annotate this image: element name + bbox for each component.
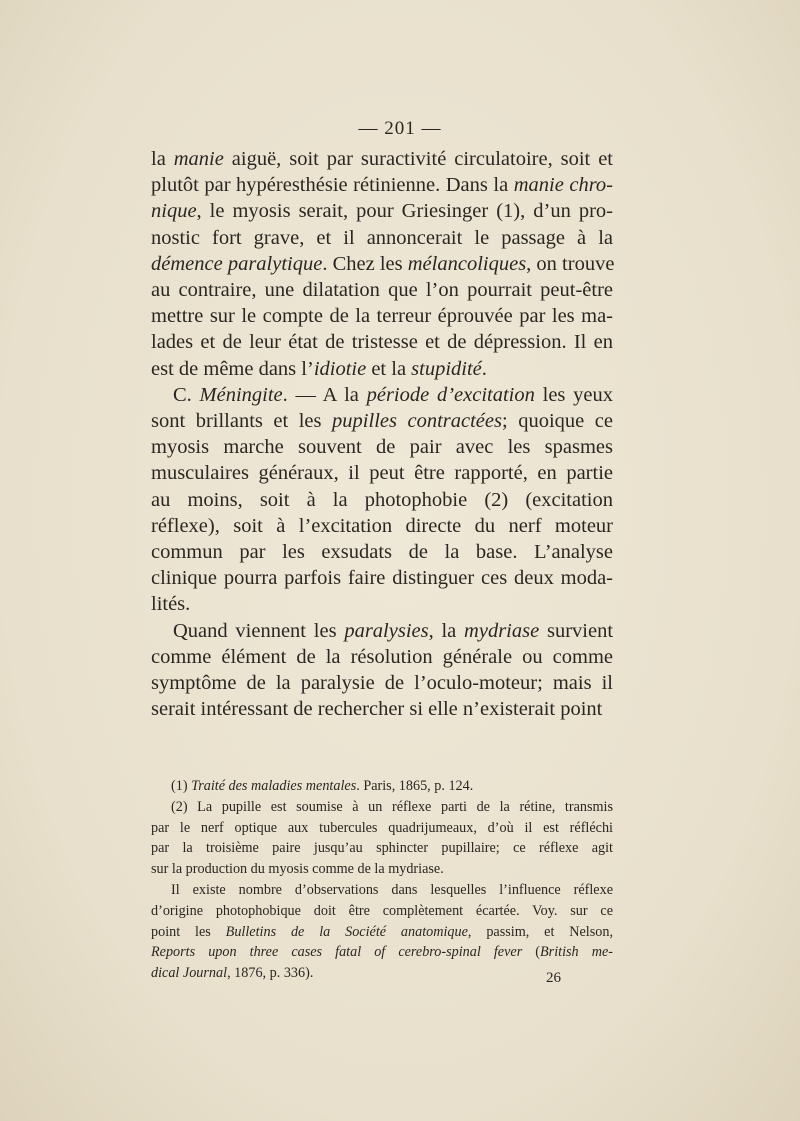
text-line (151, 303, 613, 329)
text-run: myosis marche souvent de pair avec les spasmes (151, 436, 613, 459)
text-run: Quand viennent les (173, 619, 345, 642)
italic-run: Bulletins de la Société anatomique (225, 923, 468, 940)
footnote-line (151, 922, 613, 943)
footnote-line (151, 797, 613, 818)
text-run: Il existe nombre d’observations dans lesquelles l’influence réflexe (171, 881, 613, 898)
text-line (151, 382, 613, 408)
text-line (151, 225, 613, 251)
text-run: sur la production du myosis comme de la mydriase. (151, 861, 444, 878)
text-run: . (481, 357, 487, 380)
footnote-line (151, 942, 613, 963)
text-run: , la (428, 619, 465, 642)
text-line (151, 644, 613, 670)
text-run: serait intéressant de rechercher si elle n’existerait point (151, 698, 603, 721)
text-run: clinique pourra parfois faire distinguer ces deux moda- (151, 567, 613, 590)
italic-run: Reports upon three cases fatal of cerebro-spinal fever (151, 944, 523, 961)
text-run: . Chez les (322, 252, 408, 275)
footnote-line (151, 901, 613, 922)
italic-run: Traité des maladies mentales (191, 778, 357, 794)
italic-run: période d’excitation (366, 383, 535, 406)
signature-mark: 26 (546, 970, 561, 986)
text-run: au contraire, une dilatation que l’on pourrait peut-être (151, 279, 613, 302)
text-run: symptôme de la paralysie de l’oculo-moteur; mais il (151, 672, 613, 695)
text-run: ( (522, 944, 541, 961)
text-run: . Paris, 1865, p. 124. (356, 778, 474, 794)
italic-run: idiotie (313, 357, 367, 380)
text-run: lités. (151, 593, 191, 616)
text-run: réflexe), soit à l’excitation directe du nerf moteur (151, 514, 613, 537)
text-run: aiguë, soit par suractivité circulatoire, soit et (223, 148, 613, 170)
footnote-line (151, 838, 613, 859)
text-run: ; quoique ce (501, 410, 613, 433)
footnote-line (151, 776, 613, 797)
text-run: . — A la (282, 383, 367, 406)
text-run: musculaires généraux, il peut être rapporté, en partie (151, 462, 613, 485)
text-line (151, 513, 613, 539)
text-line (151, 539, 613, 565)
footnotes (151, 776, 613, 984)
text-run: sont brillants et les (151, 410, 333, 433)
text-run: mettre sur le compte de la terreur éprouvée par les ma- (151, 305, 613, 328)
italic-run: stupidité (411, 357, 482, 380)
text-line (151, 670, 613, 696)
text-run: plutôt par hypéresthésie rétinienne. Dans la (151, 174, 514, 197)
footnote-line (151, 818, 613, 839)
italic-run: manie chro- (513, 174, 613, 197)
text-run: d’origine photophobique doit être complètement écartée. Voy. sur ce (151, 902, 613, 919)
text-run: lades et de leur état de tristesse et de dépression. Il en (151, 331, 613, 354)
text-run: commun par les exsudats de la base. L’analyse (151, 541, 613, 564)
text-line (151, 434, 613, 460)
text-run: survient (539, 619, 614, 642)
text-run: est de même dans l’ (151, 357, 314, 380)
text-line (151, 565, 613, 591)
text-line (151, 277, 613, 303)
text-run: , 1876, p. 336). (227, 965, 314, 982)
italic-run: nique (151, 200, 197, 223)
text-run: , passim, et Nelson, (467, 923, 613, 940)
text-line (151, 329, 613, 355)
text-line (151, 356, 613, 382)
text-line (151, 408, 613, 434)
italic-run: paralysies (344, 619, 429, 642)
text-run: C. (173, 383, 200, 406)
text-line (151, 146, 613, 172)
italic-run: Méningite (199, 383, 283, 406)
footnote-line (151, 880, 613, 901)
text-line (151, 618, 613, 644)
italic-run: dical Journal (151, 965, 228, 982)
text-run: point les (151, 923, 226, 940)
italic-run: mydriase (464, 619, 540, 642)
text-run: par la troisième paire jusqu’au sphincter pupillaire; ce réflexe agit (151, 840, 613, 857)
text-line (151, 251, 613, 277)
text-line (151, 172, 613, 198)
text-run: et la (366, 357, 412, 380)
text-line (151, 460, 613, 486)
text-line (151, 696, 613, 722)
text-run: (2) La pupille est soumise à un réflexe parti de la rétine, transmis (171, 798, 613, 815)
page-number: — 201 — (358, 118, 442, 139)
footnote-line (151, 859, 613, 880)
italic-run: mélancoliques (407, 252, 527, 275)
italic-run: pupilles contractées (332, 410, 502, 433)
text-run: , le myosis serait, pour Griesinger (1), d’un pro- (196, 200, 613, 223)
italic-run: démence paralytique (151, 252, 323, 275)
text-run: par le nerf optique aux tubercules quadrijumeaux, d’où il est réfléchi (151, 819, 613, 836)
main-text (151, 146, 613, 722)
text-line (151, 198, 613, 224)
text-run: , on trouve (526, 252, 615, 275)
text-run: la (151, 148, 174, 170)
italic-run: manie (173, 148, 224, 170)
text-run: les yeux (534, 383, 613, 406)
text-run: (1) (171, 778, 192, 794)
text-line (151, 591, 613, 617)
text-line (151, 487, 613, 513)
italic-run: British me- (540, 944, 613, 961)
text-run: comme élément de la résolution générale ou comme (151, 645, 613, 668)
text-run: au moins, soit à la photophobie (2) (excitation (151, 488, 613, 511)
text-run: nostic fort grave, et il annoncerait le passage à la (151, 226, 613, 249)
